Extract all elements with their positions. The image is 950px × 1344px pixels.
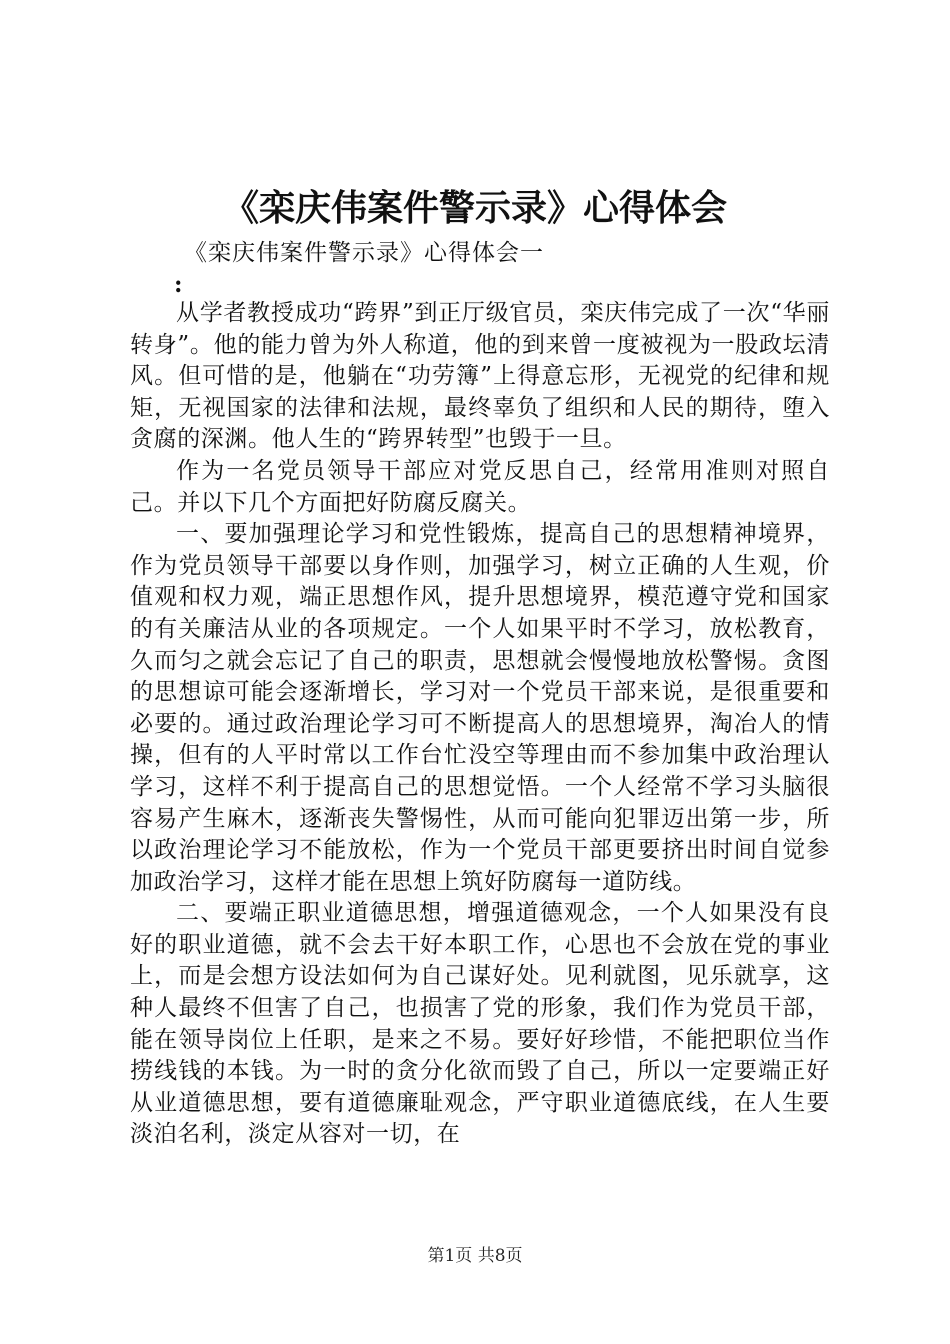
- body-text: [130, 298, 830, 1151]
- page-number-footer: 第1页 共8页: [427, 1246, 523, 1266]
- page-title: 《栾庆伟案件警示录》心得体会: [222, 187, 727, 229]
- paragraph-3: 一、要加强理论学习和党性锻炼，提高自己的思想精神境界，作为党员领导干部要以身作则，加强学习，树立正确的人生观，价值观和权力观，端正思想作风，提升思想境界，模范遵守党和国家的有关廉洁从业的各项规定。一个人如果平时不学习，放松教育，久而匀之就会忘记了自己的职责，思想就会慢慢地放松警惕。贪图的思想谅可能会逐渐增长，学习对一个党员干部来说，是很重要和必要的。通过政治理论学习可不断提高人的思想境界，淘冶人的情操，但有的人平时常以工作台忙没空等理由而不参加集中政治理认学习，这样不利于提高自己的思想觉悟。一个人经常不学习头脑很容易产生麻木，逐渐丧失警惕性，从而可能向犯罪迈出第一步，所以政治理论学习不能放松，作为一个党员干部更要挤出时间自觉参加政治学习，这样才能在思想上筑好防腐每一道防线。: [130, 521, 830, 895]
- subtitle: 《栾庆伟案件警示录》心得体会一: [184, 240, 544, 266]
- paragraph-1: 从学者教授成功“跨界”到正厅级官员，栾庆伟完成了一次“华丽转身”。他的能力曾为外人称道，他的到来曾一度被视为一股政坛清风。但可惜的是，他躺在“功劳簿”上得意忘形，无视党的纪律和规矩，无视国家的法律和法规，最终辜负了组织和人民的期待，堕入贪腐的深渊。他人生的“跨界转型”也毁于一旦。: [130, 300, 830, 453]
- paragraph-2: 作为一名党员领导干部应对党反思自己，经常用准则对照自己。并以下几个方面把好防腐反腐关。: [130, 457, 830, 516]
- paragraph-4: 二、要端正职业道德思想，增强道德观念，一个人如果没有良好的职业道德，就不会去干好本职工作，心思也不会放在党的事业上，而是会想方设法如何为自己谋好处。见利就图，见乐就享，这种人最终不但害了自己，也损害了党的形象，我们作为党员干部，能在领导岗位上任职，是来之不易。要好好珍惜，不能把职位当作捞线钱的本钱。为一时的贪分化欲而毁了自己，所以一定要端正好从业道德思想，要有道德廉耻观念，严守职业道德底线，在人生要淡泊名利，淡定从容对一切，在: [130, 900, 830, 1148]
- subtitle-colon: :: [174, 271, 183, 298]
